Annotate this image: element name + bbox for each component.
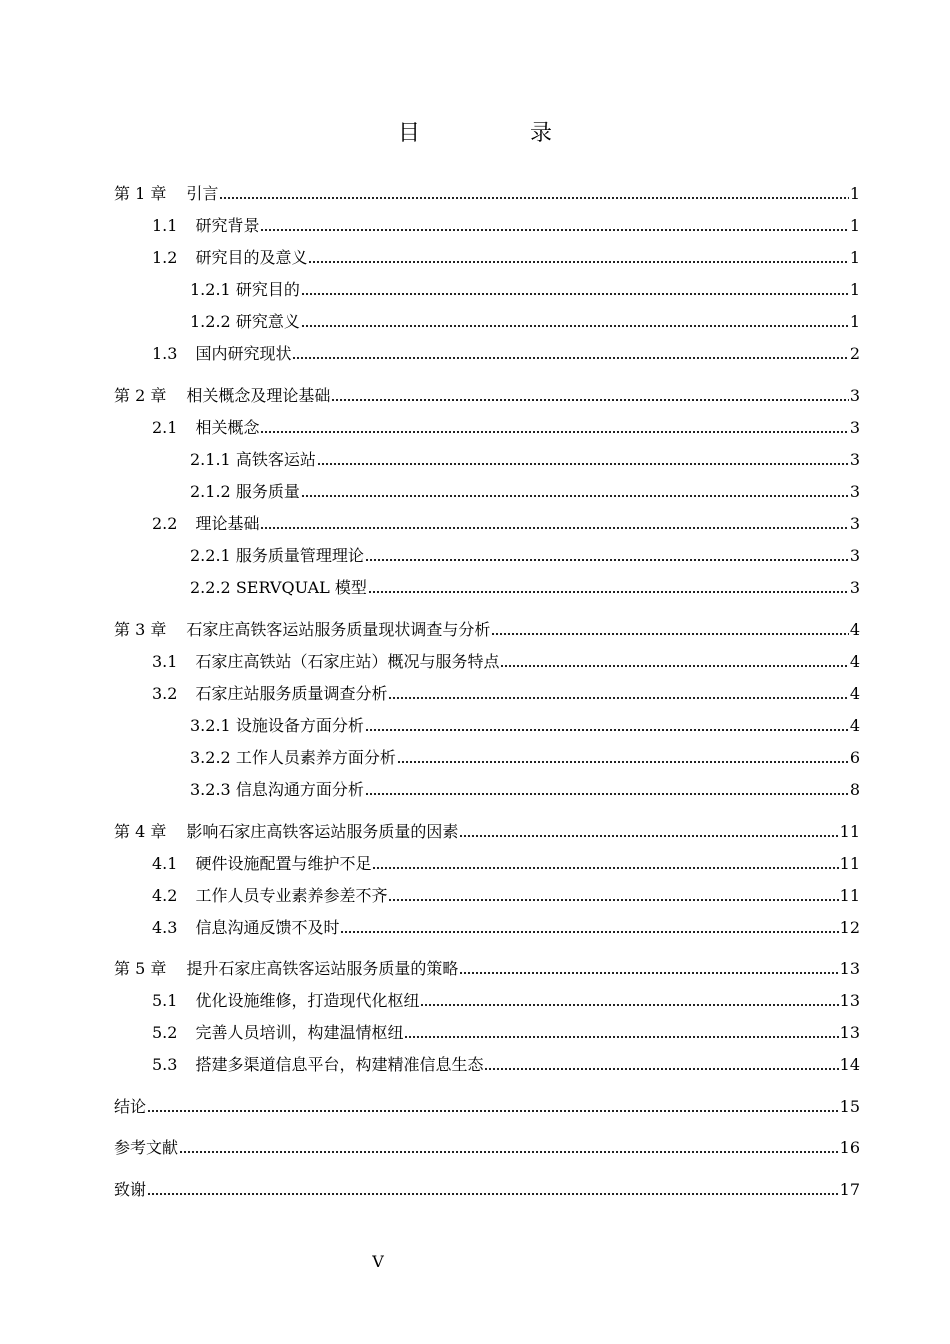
toc-entry[interactable] <box>152 510 860 534</box>
toc-entry-label <box>114 1097 146 1117</box>
toc-entry-page: 1 <box>849 216 860 235</box>
toc-entry-text: 致谢 <box>114 1180 147 1199</box>
toc-entry[interactable] <box>190 542 860 566</box>
toc-entry-page: 13 <box>839 959 860 978</box>
toc-entry-page: 2 <box>849 344 860 363</box>
toc-entry-page: 3 <box>849 546 860 565</box>
toc-entry-page: 11 <box>839 886 860 905</box>
toc-entry-number: 第 2 章 <box>114 386 167 405</box>
dot-leader <box>260 527 848 529</box>
toc-entry-text: 信息沟通反馈不及时 <box>195 918 340 937</box>
toc-entry[interactable] <box>152 1019 860 1043</box>
toc-entry-page: 3 <box>849 386 860 405</box>
toc-entry-text: 石家庄高铁客运站服务质量现状调查与分析 <box>186 620 491 639</box>
toc-entry-text: 研究目的 <box>235 280 300 299</box>
toc-entry-number: 3.1 <box>152 652 178 671</box>
dot-leader <box>301 495 849 497</box>
dot-leader <box>317 463 849 465</box>
toc-entry[interactable] <box>190 308 860 332</box>
dot-leader <box>397 761 849 763</box>
toc-entry-number: 2.1 <box>152 418 178 437</box>
toc-entry[interactable] <box>152 244 860 268</box>
toc-entry-text: 提升石家庄高铁客运站服务质量的策略 <box>186 959 459 978</box>
toc-entry-number: 2.2.1 <box>190 546 231 565</box>
toc-entry-text: 服务质量 <box>235 482 300 501</box>
toc-entry-text: 研究意义 <box>235 312 300 331</box>
dot-leader <box>368 591 849 593</box>
toc-entry-page: 3 <box>849 578 860 597</box>
toc-entry-number: 1.1 <box>152 216 178 235</box>
page-footer-number: V <box>372 1252 384 1271</box>
dot-leader <box>459 972 838 974</box>
dot-leader <box>308 261 848 263</box>
toc-entry-label <box>152 886 387 906</box>
toc-entry-text: 完善人员培训，构建温情枢纽 <box>195 1023 404 1042</box>
dot-leader <box>260 431 848 433</box>
toc-entry-number: 3.2.1 <box>190 716 231 735</box>
toc-entry-label <box>152 652 499 672</box>
toc-entry-number: 4.3 <box>152 918 178 937</box>
toc-entry-page: 3 <box>849 418 860 437</box>
toc-entry-page: 3 <box>849 482 860 501</box>
toc-entry-label <box>152 418 259 438</box>
dot-leader <box>331 399 848 401</box>
toc-entry-text: 高铁客运站 <box>235 450 316 469</box>
toc-entry-text: 影响石家庄高铁客运站服务质量的因素 <box>186 822 459 841</box>
dot-leader <box>365 793 849 795</box>
toc-entry-page: 16 <box>839 1138 860 1157</box>
dot-leader <box>372 867 838 869</box>
dot-leader <box>404 1036 838 1038</box>
toc-entry-number: 第 1 章 <box>114 184 167 203</box>
dot-leader <box>420 1004 838 1006</box>
dot-leader <box>388 697 848 699</box>
toc-entry-page: 14 <box>839 1055 860 1074</box>
page-title: 目 录 <box>397 121 596 146</box>
toc-entry-page: 11 <box>839 854 860 873</box>
toc-entry-label <box>190 780 364 800</box>
toc-entry[interactable] <box>152 1051 860 1075</box>
toc-entry-text: 相关概念 <box>195 418 260 437</box>
toc-entry-number: 5.2 <box>152 1023 178 1042</box>
toc-entry-text: 相关概念及理论基础 <box>186 386 331 405</box>
toc-entry-text: 硬件设施配置与维护不足 <box>195 854 372 873</box>
toc-entry[interactable] <box>114 955 860 979</box>
toc-entry-page: 11 <box>839 822 860 841</box>
toc-entry[interactable] <box>152 914 860 938</box>
dot-leader <box>219 197 848 199</box>
toc-entry[interactable] <box>190 276 860 300</box>
dot-leader <box>179 1151 839 1153</box>
toc-entry-label <box>190 450 316 470</box>
toc-entry[interactable] <box>190 744 860 768</box>
toc-entry-page: 3 <box>849 514 860 533</box>
toc-entry[interactable] <box>114 180 860 204</box>
toc-entry-page: 4 <box>849 684 860 703</box>
toc-entry[interactable] <box>190 776 860 800</box>
toc-entry-label <box>114 1138 178 1158</box>
toc-entry-page: 4 <box>849 620 860 639</box>
toc-entry-text: 信息沟通方面分析 <box>235 780 364 799</box>
toc-entry[interactable] <box>114 1093 860 1117</box>
toc-entry[interactable] <box>114 382 860 406</box>
toc-entry-page: 1 <box>849 184 860 203</box>
toc-entry-page: 13 <box>839 991 860 1010</box>
toc-entry-page: 8 <box>849 780 860 799</box>
toc-entry-number: 1.2.2 <box>190 312 231 331</box>
toc-entry-label <box>152 991 419 1011</box>
toc-entry[interactable] <box>152 680 860 704</box>
toc-entry-number: 3.2.3 <box>190 780 231 799</box>
toc-entry[interactable] <box>190 712 860 736</box>
toc-entry-label <box>114 620 490 640</box>
toc-entry[interactable] <box>190 446 860 470</box>
toc-entry-page: 3 <box>849 450 860 469</box>
toc-entry-text: 工作人员素养方面分析 <box>235 748 396 767</box>
toc-entry-text: 国内研究现状 <box>195 344 292 363</box>
dot-leader <box>340 931 838 933</box>
toc-entry-page: 12 <box>839 918 860 937</box>
dot-leader <box>484 1068 838 1070</box>
toc-entry[interactable] <box>190 478 860 502</box>
toc-entry-label <box>114 959 458 979</box>
toc-entry-label <box>190 546 364 566</box>
toc-entry-page: 4 <box>849 652 860 671</box>
toc-entry[interactable] <box>152 648 860 672</box>
toc-entry-label <box>152 684 387 704</box>
dot-leader <box>500 665 848 667</box>
dot-leader <box>147 1193 839 1195</box>
dot-leader <box>491 633 848 635</box>
dot-leader <box>147 1110 839 1112</box>
toc-entry-text: 工作人员专业素养参差不齐 <box>195 886 388 905</box>
toc-entry-page: 13 <box>839 1023 860 1042</box>
toc-entry-label <box>190 716 364 736</box>
toc-entry-page: 17 <box>839 1180 860 1199</box>
toc-entry-number: 5.1 <box>152 991 178 1010</box>
dot-leader <box>459 835 838 837</box>
toc-entry-label <box>152 514 259 534</box>
toc-entry-number: 2.1.2 <box>190 482 231 501</box>
toc-entry-page: 15 <box>839 1097 860 1116</box>
toc-entry-text: 搭建多渠道信息平台，构建精准信息生态 <box>195 1055 484 1074</box>
toc-entry-label <box>190 482 300 502</box>
toc-entry-label <box>152 918 339 938</box>
toc-entry-text: 结论 <box>114 1097 147 1116</box>
toc-entry-number: 4.2 <box>152 886 178 905</box>
toc-entry-number: 2.2 <box>152 514 178 533</box>
toc-entry-label <box>190 280 300 300</box>
toc-entry-text: 设施设备方面分析 <box>235 716 364 735</box>
dot-leader <box>365 729 849 731</box>
toc-entry-label <box>152 344 291 364</box>
toc-entry[interactable] <box>114 818 860 842</box>
toc-entry-label <box>152 1055 483 1075</box>
toc-entry-number: 2.2.2 <box>190 578 231 597</box>
toc-entry-number: 第 5 章 <box>114 959 167 978</box>
toc-entry-number: 1.2.1 <box>190 280 231 299</box>
dot-leader <box>365 559 849 561</box>
toc-entry-label <box>190 312 300 332</box>
toc-entry[interactable] <box>152 882 860 906</box>
toc-entry-label <box>152 216 259 236</box>
toc-entry-label <box>114 386 330 406</box>
toc-entry-page: 6 <box>849 748 860 767</box>
dot-leader <box>301 325 849 327</box>
toc-entry-text: 石家庄高铁站（石家庄站）概况与服务特点 <box>195 652 500 671</box>
toc-entry-page: 1 <box>849 312 860 331</box>
toc-entry[interactable] <box>114 1176 860 1200</box>
toc-entry[interactable] <box>152 340 860 364</box>
dot-leader <box>292 357 848 359</box>
toc-entry-page: 4 <box>849 716 860 735</box>
dot-leader <box>388 899 838 901</box>
toc-entry-text: 服务质量管理理论 <box>235 546 364 565</box>
dot-leader <box>260 229 848 231</box>
toc-entry-text: 优化设施维修，打造现代化枢纽 <box>195 991 420 1010</box>
toc-entry-number: 3.2.2 <box>190 748 231 767</box>
toc-entry[interactable] <box>114 616 860 640</box>
toc-entry-label <box>114 822 458 842</box>
toc-entry-label <box>152 854 371 874</box>
toc-entry-label <box>190 578 367 598</box>
toc-entry-label <box>114 184 218 204</box>
toc-entry-text: 石家庄站服务质量调查分析 <box>195 684 388 703</box>
toc-entry-text: SERVQUAL 模型 <box>235 578 367 597</box>
toc-entry-text: 研究背景 <box>195 216 260 235</box>
toc-entry[interactable] <box>152 987 860 1011</box>
toc-entry-number: 4.1 <box>152 854 178 873</box>
toc-entry-label <box>152 248 307 268</box>
toc-entry-text: 参考文献 <box>114 1138 179 1157</box>
toc-entry[interactable] <box>114 1134 860 1158</box>
toc-entry-number: 1.2 <box>152 248 178 267</box>
toc-entry-label <box>114 1180 146 1200</box>
toc-entry-number: 2.1.1 <box>190 450 231 469</box>
toc-entry[interactable] <box>152 212 860 236</box>
toc-entry-label <box>152 1023 403 1043</box>
toc-entry-number: 第 4 章 <box>114 822 167 841</box>
dot-leader <box>301 293 849 295</box>
toc-entry-text: 研究目的及意义 <box>195 248 308 267</box>
toc-entry-number: 3.2 <box>152 684 178 703</box>
toc-entry-text: 引言 <box>186 184 219 203</box>
toc-entry-number: 第 3 章 <box>114 620 167 639</box>
toc-entry-page: 1 <box>849 280 860 299</box>
toc-entry[interactable] <box>190 574 860 598</box>
toc-entry[interactable] <box>152 850 860 874</box>
toc-entry-label <box>190 748 396 768</box>
toc-entry-number: 1.3 <box>152 344 178 363</box>
toc-entry[interactable] <box>152 414 860 438</box>
toc-entry-text: 理论基础 <box>195 514 260 533</box>
toc-entry-page: 1 <box>849 248 860 267</box>
toc-entry-number: 5.3 <box>152 1055 178 1074</box>
